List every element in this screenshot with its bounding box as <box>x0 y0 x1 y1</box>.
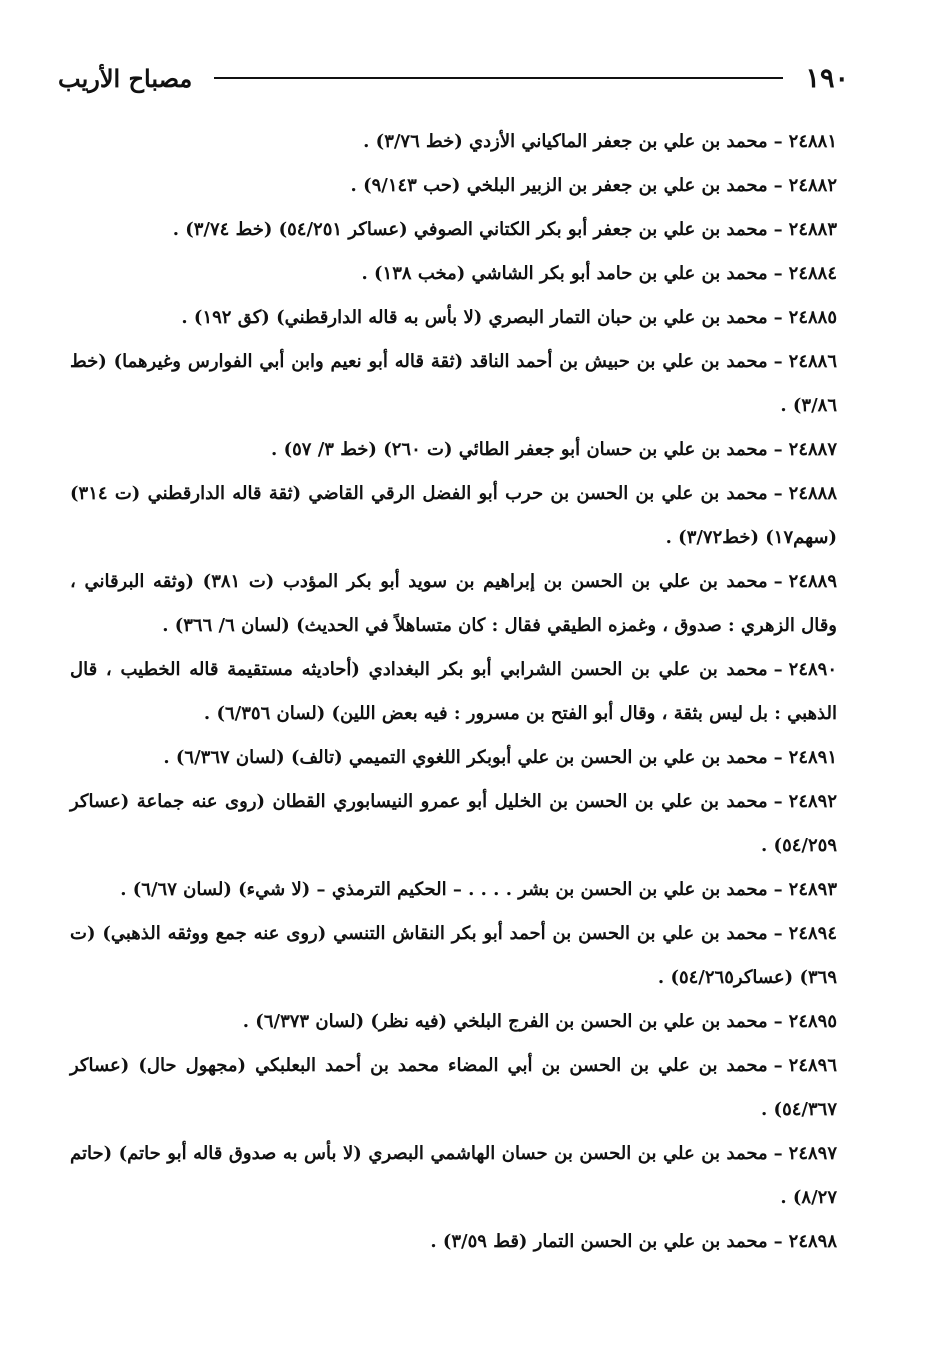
entry-text: محمد بن علي بن الحسن بن أبي المضاء محمد بن أحمد البعلبكي (مجهول حال) (عساكر ٥٤/٣٦٧) . <box>70 1055 837 1120</box>
entry-text: محمد بن علي بن جعفر الماكياني الأزدي (خط ٣/٧٦) . <box>363 131 768 152</box>
page-header <box>58 58 849 98</box>
entry-text: محمد بن علي بن حبيش بن أحمد الناقد (ثقة قاله أبو نعيم وابن أبي الفوارس وغيرهما) (خط ٣/٨٦) . <box>70 351 837 416</box>
entry-dash: – <box>773 571 783 592</box>
entry-row <box>70 1044 837 1132</box>
entry-dash: – <box>773 1011 783 1032</box>
entry-dash: – <box>773 483 783 504</box>
entry-row <box>70 868 837 912</box>
entry-row <box>70 252 837 296</box>
entry-dash: – <box>773 351 783 372</box>
entry-text: محمد بن علي بن جعفر بن الزبير البلخي (حب ٩/١٤٣) . <box>350 175 768 196</box>
entry-number: ٢٤٨٩١ <box>788 747 837 768</box>
entry-number: ٢٤٨٩٠ <box>788 659 837 680</box>
entry-number: ٢٤٨٨٣ <box>788 219 837 240</box>
entry-text: محمد بن علي بن الحسن بن الخليل أبو عمرو النيسابوري القطان (روى عنه جماعة (عساكر ٥٤/٢٥٩) . <box>70 791 837 856</box>
entry-dash: – <box>773 439 783 460</box>
entry-dash: – <box>773 1055 783 1076</box>
entry-text: محمد بن علي بن الحسن بن الفرج البلخي (فيه نظر) (لسان ٦/٣٧٣) . <box>242 1011 768 1032</box>
entry-row <box>70 912 837 1000</box>
entry-number: ٢٤٨٨١ <box>788 131 837 152</box>
entry-row <box>70 472 837 560</box>
entry-row <box>70 1220 837 1264</box>
entry-number: ٢٤٨٨٨ <box>788 483 837 504</box>
entry-number: ٢٤٨٨٧ <box>788 439 837 460</box>
entry-text: محمد بن علي بن حبان التمار البصري (لا بأس به قاله الدارقطني) (كق ١٩٢) . <box>181 307 768 328</box>
entry-row <box>70 340 837 428</box>
entry-number: ٢٤٨٩٧ <box>788 1143 837 1164</box>
entry-text: محمد بن علي بن الحسن بن إبراهيم بن سويد أبو بكر المؤدب (ت ٣٨١) (وثقه البرقاني ، وقال الزهري : صدوق ، وغمزه الطيقي فقال : كان متساهلاً في الحديث) (لسان ٦/ ٣٦٦) . <box>70 571 837 636</box>
entry-text: محمد بن علي بن حامد أبو بكر الشاشي (مخب ١٣٨) . <box>361 263 768 284</box>
entry-number: ٢٤٨٩٦ <box>788 1055 837 1076</box>
entry-dash: – <box>773 219 783 240</box>
entry-number: ٢٤٨٩٢ <box>788 791 837 812</box>
entry-row <box>70 120 837 164</box>
entry-number: ٢٤٨٩٤ <box>788 923 837 944</box>
entry-row <box>70 428 837 472</box>
book-title: مصباح الأريب <box>58 63 193 93</box>
entry-row <box>70 1132 837 1220</box>
entry-dash: – <box>773 175 783 196</box>
entry-text: محمد بن علي بن الحسن التمار (قط ٣/٥٩) . <box>430 1231 768 1252</box>
entry-text: محمد بن علي بن الحسن بن أحمد أبو بكر النقاش التنسي (روى عنه جمع ووثقه الذهبي) (ت ٣٦٩) (عساكر٥٤/٢٦٥) . <box>70 923 837 988</box>
entry-row <box>70 164 837 208</box>
entry-number: ٢٤٨٨٥ <box>788 307 837 328</box>
entry-row <box>70 1000 837 1044</box>
entry-dash: – <box>773 747 783 768</box>
entry-row <box>70 648 837 736</box>
entry-text: محمد بن علي بن الحسن بن حسان الهاشمي البصري (لا بأس به صدوق قاله أبو حاتم) (حاتم ٨/٢٧) . <box>70 1143 837 1208</box>
entry-dash: – <box>773 879 783 900</box>
entry-text: محمد بن علي بن الحسن بن بشر . . . . – الحكيم الترمذي – (لا شيء) (لسان ٦/٦٧) . <box>120 879 768 900</box>
entry-row <box>70 560 837 648</box>
entry-number: ٢٤٨٨٩ <box>788 571 837 592</box>
page-number: ١٩٠ <box>805 62 849 94</box>
entry-dash: – <box>773 131 783 152</box>
entry-dash: – <box>773 307 783 328</box>
entry-dash: – <box>773 791 783 812</box>
entry-text: محمد بن علي بن الحسن الشرابي أبو بكر البغدادي (أحاديثه مستقيمة قاله الخطيب ، قال الذهبي : بل ليس بثقة ، وقال أبو الفتح بن مسرور : فيه بعض اللين) (لسان ٦/٣٥٦) . <box>70 659 837 724</box>
entry-dash: – <box>773 1143 783 1164</box>
entry-dash: – <box>773 263 783 284</box>
entry-number: ٢٤٨٨٢ <box>788 175 837 196</box>
entry-text: محمد بن علي بن الحسن بن حرب أبو الفضل الرقي القاضي (ثقة قاله الدارقطني (ت ٣١٤) (سهم١٧) (خط٣/٧٢) . <box>70 483 837 548</box>
entry-dash: – <box>773 923 783 944</box>
entry-row <box>70 780 837 868</box>
entry-text: محمد بن علي بن الحسن بن علي أبوبكر اللغوي التميمي (تالف) (لسان ٦/٣٦٧) . <box>163 747 768 768</box>
entry-number: ٢٤٨٨٦ <box>788 351 837 372</box>
entry-row <box>70 208 837 252</box>
entry-list <box>70 120 837 1264</box>
entry-number: ٢٤٨٩٥ <box>788 1011 837 1032</box>
entry-row <box>70 296 837 340</box>
entry-dash: – <box>773 1231 783 1252</box>
entry-number: ٢٤٨٩٨ <box>788 1231 837 1252</box>
entry-row <box>70 736 837 780</box>
entry-text: محمد بن علي بن جعفر أبو بكر الكتاني الصوفي (عساكر ٥٤/٢٥١) (خط ٣/٧٤) . <box>172 219 768 240</box>
header-rule <box>214 77 783 79</box>
entry-dash: – <box>773 659 783 680</box>
entry-text: محمد بن علي بن حسان أبو جعفر الطائي (ت ٢٦٠) (خط ٣/ ٥٧) . <box>271 439 768 460</box>
entry-number: ٢٤٨٩٣ <box>788 879 837 900</box>
entry-number: ٢٤٨٨٤ <box>788 263 837 284</box>
